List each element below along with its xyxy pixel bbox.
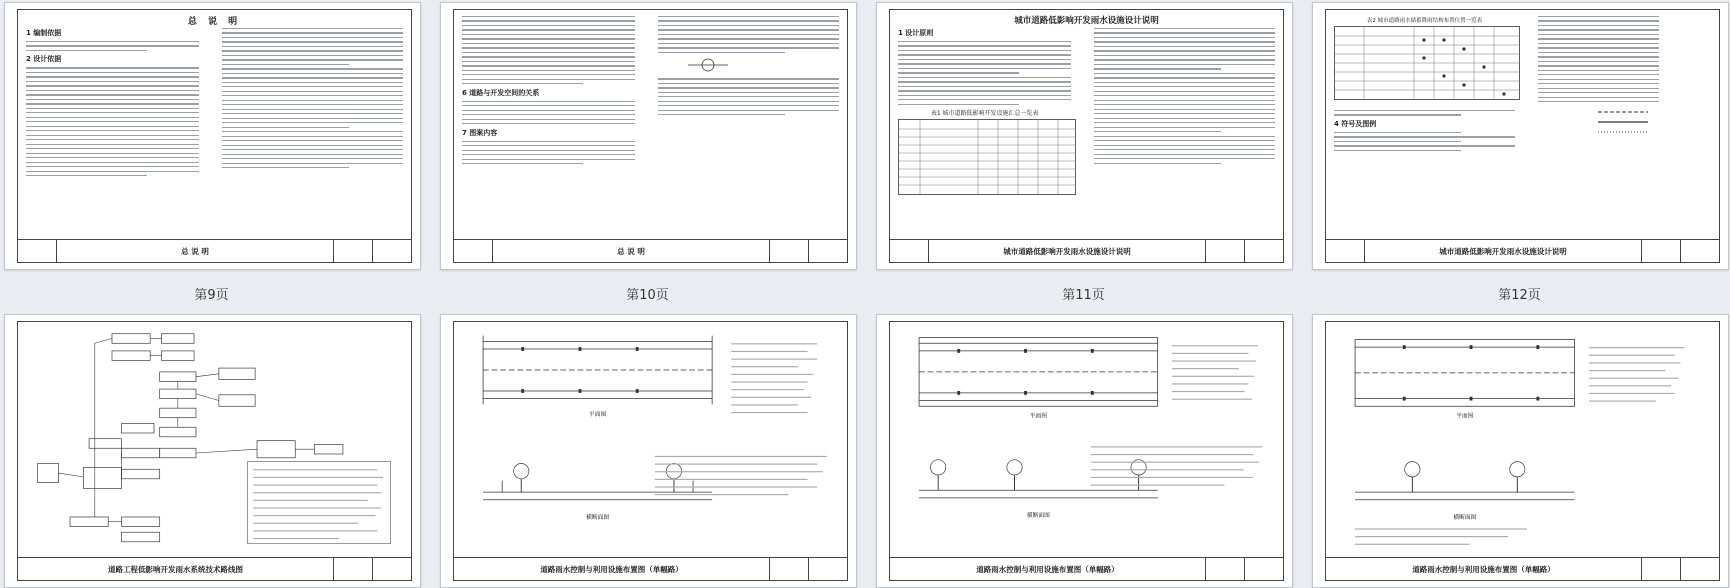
section-view-label: 横断面图 [586, 514, 610, 521]
title-block [890, 239, 1283, 262]
title-block-title: 总 说 明 [57, 240, 334, 262]
text-body [1334, 16, 1711, 234]
title-block-title: 道路雨水控制与利用设施布置图（单幅路） [890, 558, 1206, 580]
title-block [18, 239, 411, 262]
page-thumbnail-12[interactable] [1312, 2, 1729, 270]
plan-view-label: 平面图 [589, 411, 607, 418]
title-block [890, 557, 1283, 580]
flowchart-diagram [28, 328, 405, 555]
title-block [454, 557, 847, 580]
drawing-frame [17, 321, 412, 581]
section-heading: 1 编制依据 [26, 29, 62, 37]
layout-table [1334, 26, 1520, 100]
text-body [462, 16, 839, 234]
drawing-frame [889, 321, 1284, 581]
section-view-label: 横断面图 [1026, 512, 1050, 519]
title-block-title: 总 说 明 [493, 240, 770, 262]
drawing-frame [453, 9, 848, 263]
page-thumbnail-15[interactable] [876, 314, 1293, 588]
plan-and-section-drawing [1336, 328, 1713, 555]
page-caption-11[interactable]: 第11页 [1062, 288, 1105, 303]
section-heading: 6 道路与开发空间的关系 [462, 88, 540, 97]
page-thumbnail-16[interactable] [1312, 314, 1729, 588]
plan-and-section-drawing [464, 328, 841, 555]
section-heading: 1 设计原则 [898, 29, 934, 37]
title-block [1326, 557, 1719, 580]
plan-view-label: 平面图 [1456, 413, 1474, 420]
page-thumbnail-13[interactable] [4, 314, 421, 588]
plan-view-label: 平面图 [1029, 413, 1047, 420]
index-symbol [688, 58, 728, 72]
drawing-frame [453, 321, 848, 581]
title-block [18, 557, 411, 580]
drawing-frame [889, 9, 1284, 263]
page-thumbnail-10[interactable] [440, 2, 857, 270]
title-block-title: 道路雨水控制与利用设施布置图（单幅路） [454, 558, 770, 580]
section-heading: 2 设计依据 [26, 55, 62, 64]
section-heading: 7 图案内容 [462, 128, 498, 137]
title-block [454, 239, 847, 262]
page-thumbnail-11[interactable] [876, 2, 1293, 270]
text-body [898, 28, 1275, 234]
summary-table [898, 119, 1076, 195]
page-heading: 城市道路低影响开发雨水设施设计说明 [1014, 16, 1159, 26]
drawing-frame [1325, 9, 1720, 263]
page-thumbnail-9[interactable] [4, 2, 421, 270]
page-thumbnail-14[interactable] [440, 314, 857, 588]
page-caption-9[interactable]: 第9页 [194, 288, 229, 303]
title-block-title: 城市道路低影响开发雨水设施设计说明 [929, 240, 1206, 262]
table-caption: 表2 城市道路雨水储蓄降雨结构布置位置一览表 [1366, 18, 1483, 24]
text-body [26, 28, 403, 234]
page-caption-12[interactable]: 第12页 [1498, 288, 1541, 303]
title-block-title: 道路雨水控制与利用设施布置图（单幅路） [1326, 558, 1642, 580]
section-view-label: 横断面图 [1453, 514, 1477, 521]
plan-and-section-drawing [900, 328, 1277, 555]
title-block [1326, 239, 1719, 262]
title-block-title: 城市道路低影响开发雨水设施设计说明 [1365, 240, 1642, 262]
page-heading: 总 说 明 [187, 17, 242, 27]
title-block-title: 道路工程低影响开发雨水系统技术路线图 [18, 558, 334, 580]
table-caption: 表1 城市道路低影响开发设施汇总一览表 [930, 110, 1039, 118]
legend-symbols [1538, 106, 1718, 136]
drawing-frame [17, 9, 412, 263]
drawing-frame [1325, 321, 1720, 581]
section-heading: 4 符号及图例 [1334, 119, 1377, 128]
page-caption-10[interactable]: 第10页 [626, 288, 669, 303]
